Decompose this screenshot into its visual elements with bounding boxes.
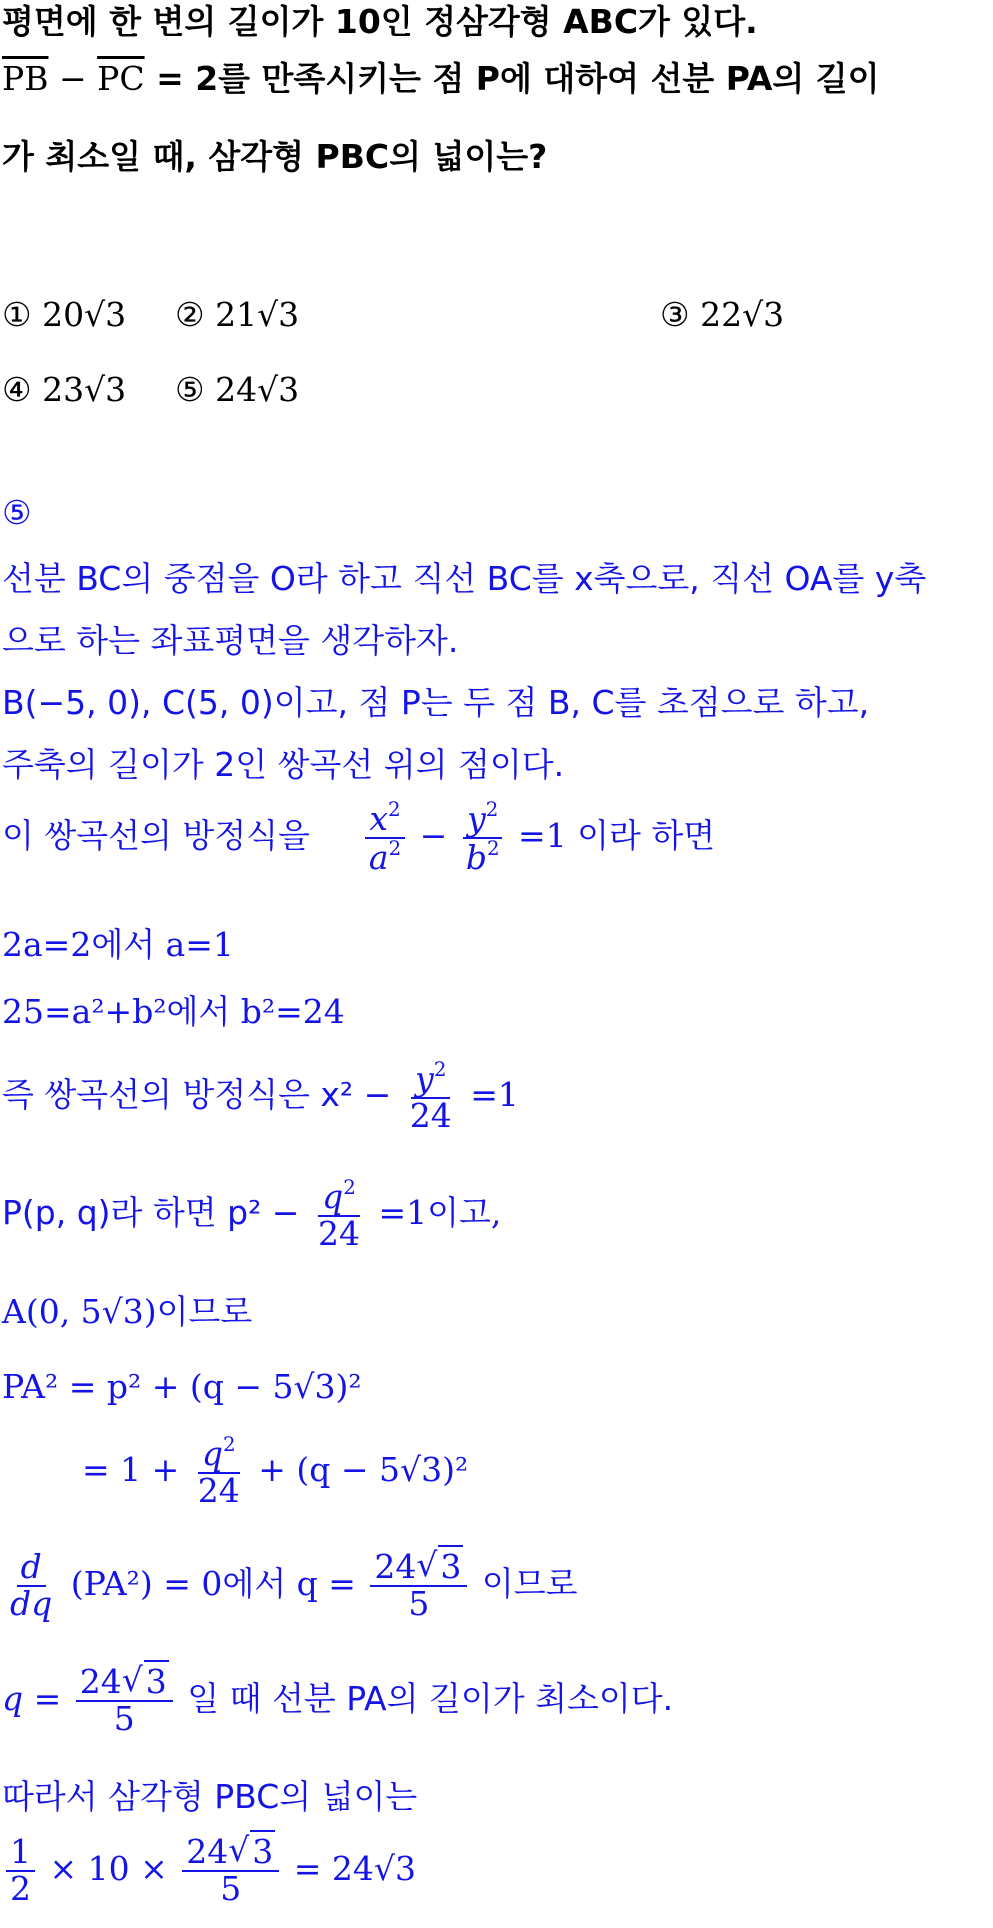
solution-line-2: 으로 하는 좌표평면을 생각하자.	[2, 621, 459, 660]
choice-3[interactable]: ③ 22√3	[660, 295, 785, 334]
segment-pb: $\overline{PB}$	[2, 59, 49, 98]
fraction-x2-a2: $\frac{x^2}{a^2}$	[365, 800, 405, 875]
fraction-24root3-5-b: $\frac{24 √ 3}{5}$	[76, 1665, 173, 1736]
solution-line-12: = 1 + $\frac{q^2}{24}$ + (q − 5√3)²	[82, 1433, 469, 1510]
choice-2[interactable]: ② 21√3	[175, 295, 300, 334]
fraction-y2-24: $\frac{y^2}{24}$	[409, 1058, 452, 1135]
question-line-1: 평면에 한 변의 길이가 10인 정삼각형 ABC가 있다.	[2, 2, 758, 41]
answer-label: ⑤	[2, 493, 32, 532]
choice-1[interactable]: ① 20√3	[2, 295, 127, 334]
fraction-y2-b2: $\frac{y^2}{b^2}$	[462, 800, 504, 875]
fraction-q2-24: $\frac{q^2}{24}$	[317, 1176, 360, 1253]
solution-line-7: 25=a²+b²에서 b²=24	[2, 992, 345, 1031]
solution-line-3: B(−5, 0), C(5, 0)이고, 점 P는 두 점 B, C를 초점으로 하고,	[2, 683, 870, 722]
segment-pc: $\overline{PC}$	[97, 59, 145, 98]
solution-line-9: P(p, q)라 하면 p² − $\frac{q^2}{24}$ =1이고,	[2, 1176, 502, 1253]
choice-4[interactable]: ④ 23√3	[2, 370, 127, 409]
choice-5[interactable]: ⑤ 24√3	[175, 370, 300, 409]
solution-line-10: A(0, 5√3)이므로	[2, 1292, 253, 1331]
solution-line-14: q = $\frac{24 √ 3}{5}$ 일 때 선분 PA의 길이가 최소이다.	[2, 1665, 673, 1736]
solution-line-6: 2a=2에서 a=1	[2, 925, 234, 964]
solution-line-5: 이 쌍곡선의 방정식을 $\frac{x^2}{a^2}$ − $\frac{y^2}{b^2}$ =1 이라 하면	[2, 798, 716, 877]
solution-line-13: $\frac{d}{dq}$ (PA²) = 0에서 q = $\frac{24 √ 3}{5}$ 이므로	[2, 1550, 578, 1621]
fraction-q2-24-b: $\frac{q^2}{24}$	[197, 1433, 240, 1510]
solution-line-16: $\frac{1}{2}$ × 10 × $\frac{24 √ 3}{5}$ = 24√3	[2, 1835, 416, 1906]
question-line-2: $\overline{PB} - \overline{PC} = 2$를 만족시키는 점 P에 대하여 선분 PA의 길이	[2, 59, 880, 98]
fraction-1-2: $\frac{1}{2}$	[6, 1835, 35, 1906]
fraction-24root3-5-c: $\frac{24 √ 3}{5}$	[182, 1835, 279, 1906]
question-line-3: 가 최소일 때, 삼각형 PBC의 넓이는?	[2, 137, 548, 176]
fraction-24root3-5: $\frac{24 √ 3}{5}$	[370, 1550, 467, 1621]
solution-line-4: 주축의 길이가 2인 쌍곡선 위의 점이다.	[2, 745, 565, 784]
derivative-d-dq: $\frac{d}{dq}$	[10, 1547, 53, 1623]
solution-line-15: 따라서 삼각형 PBC의 넓이는	[2, 1777, 418, 1816]
solution-line-1: 선분 BC의 중점을 O라 하고 직선 BC를 x축으로, 직선 OA를 y축	[2, 559, 927, 598]
solution-line-8: 즉 쌍곡선의 방정식은 x² − $\frac{y^2}{24}$ =1	[2, 1058, 519, 1135]
solution-line-11: PA² = p² + (q − 5√3)²	[2, 1367, 362, 1406]
